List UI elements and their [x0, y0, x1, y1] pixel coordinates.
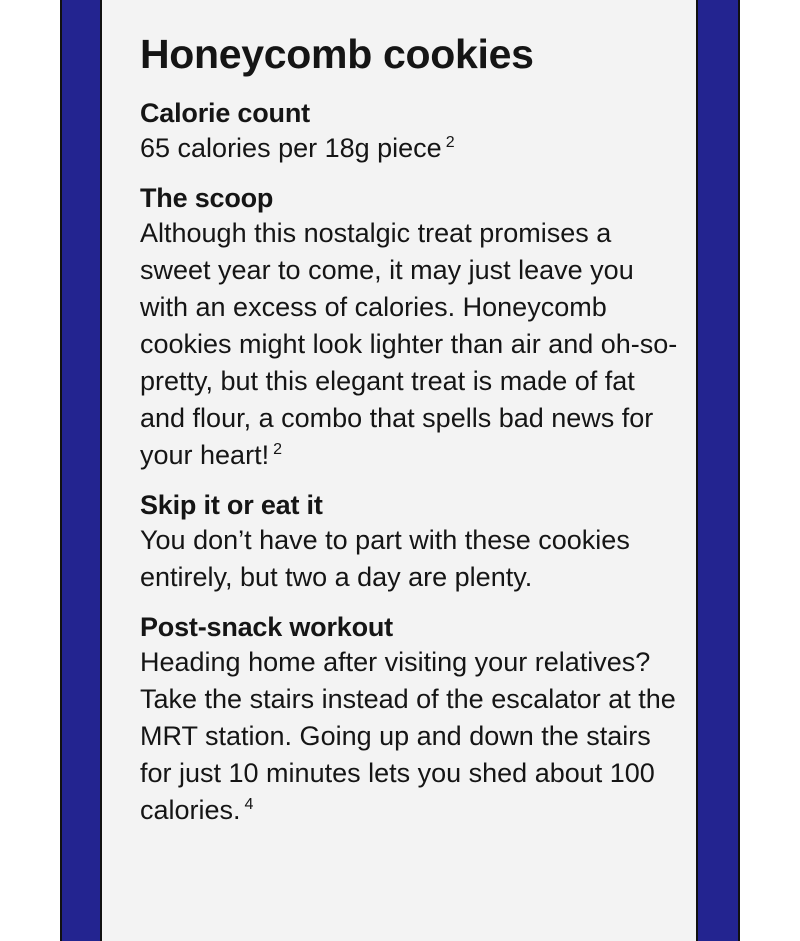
footnote-ref: 2: [273, 441, 282, 458]
section-body: [140, 522, 680, 596]
footnote-ref: 2: [445, 134, 455, 151]
section-heading: Post-snack workout: [140, 612, 393, 642]
section-body: [140, 130, 680, 167]
section-post-snack-workout: [140, 610, 680, 829]
article-card: [100, 0, 698, 941]
page-title: Honeycomb cookies: [140, 31, 534, 77]
section-heading: Skip it or eat it: [140, 490, 323, 520]
section-text: 65 calories per 18g piece: [140, 133, 442, 163]
section-body: [140, 644, 680, 829]
section-the-scoop: [140, 181, 680, 474]
section-calorie-count: [140, 96, 680, 167]
section-skip-it-or-eat-it: [140, 488, 680, 596]
footnote-ref: 4: [244, 796, 254, 813]
article-content: [140, 28, 680, 843]
section-text: Although this nostalgic treat promises a sweet year to come, it may just leave you with an excess of calories. Honeycomb cookies might look lighter than air and oh-so-pretty, but this elegant treat is made of fat and flour, a combo that spells bad news for your heart!: [140, 218, 678, 470]
section-heading: Calorie count: [140, 98, 310, 128]
section-body: [140, 215, 680, 474]
section-text: You don’t have to part with these cookies entirely, but two a day are plenty.: [140, 525, 630, 592]
section-heading: The scoop: [140, 183, 274, 213]
section-text: Heading home after visiting your relatives? Take the stairs instead of the escalator at the MRT station. Going up and down the stairs for just 10 minutes lets you shed about 100 calories.: [140, 647, 676, 825]
